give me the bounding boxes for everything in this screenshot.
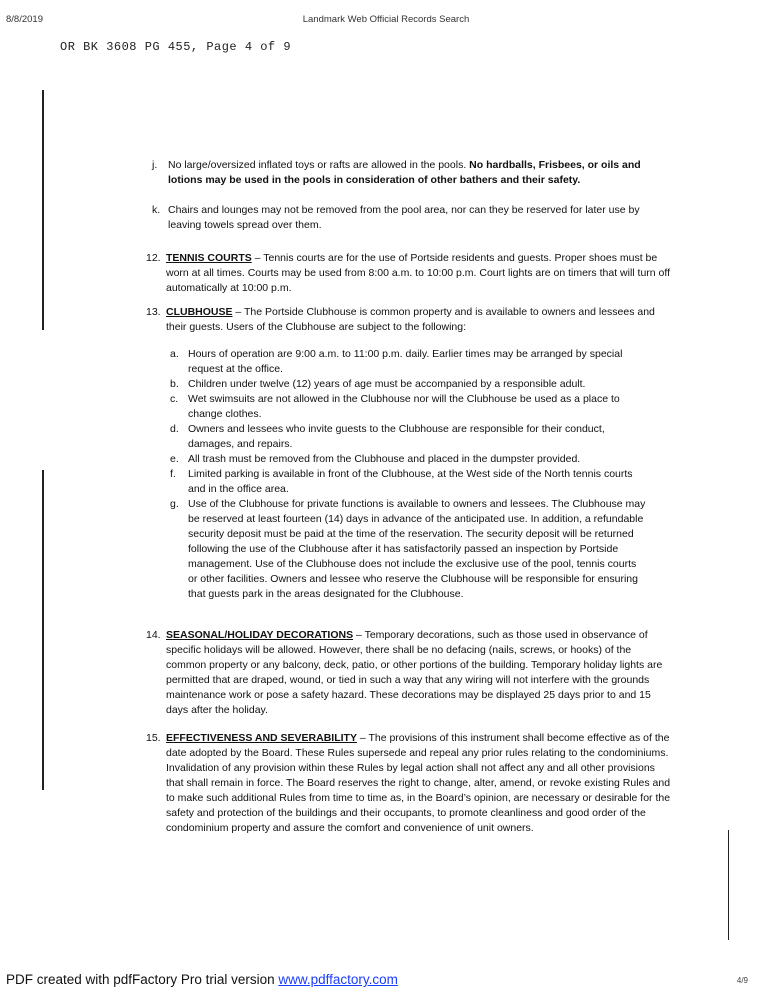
item-label: g. xyxy=(170,498,179,510)
item-text: All trash must be removed from the Clubhouse and placed in the dumpster provided. xyxy=(188,453,581,465)
scan-margin-line-left xyxy=(42,90,44,330)
section-clubhouse xyxy=(146,305,671,335)
section-number: 15. xyxy=(146,732,161,744)
item-text: Children under twelve (12) years of age must be accompanied by a responsible adult. xyxy=(188,378,586,390)
list-item xyxy=(170,452,658,467)
page-number: 4/9 xyxy=(736,976,748,985)
section-effectiveness xyxy=(146,731,671,836)
list-item xyxy=(170,377,658,392)
site-title: Landmark Web Official Records Search xyxy=(302,14,470,25)
list-item xyxy=(170,422,648,452)
section-heading: SEASONAL/HOLIDAY DECORATIONS xyxy=(166,629,354,641)
item-text: Chairs and lounges may not be removed from the pool area, nor can they be reserved for later use by leaving towels spread over them. xyxy=(168,204,640,231)
scan-margin-line-left-lower xyxy=(42,470,44,790)
list-item xyxy=(170,497,648,602)
watermark-text: PDF created with pdfFactory Pro trial version xyxy=(6,972,279,987)
item-text: No large/oversized inflated toys or rafts are allowed in the pools. xyxy=(168,159,470,171)
pdf-watermark xyxy=(6,972,398,987)
section-text: – The Portside Clubhouse is common property and is available to owners and lessees and their guests. Users of the Clubhouse are subject to the following: xyxy=(166,306,655,333)
item-label: b. xyxy=(170,378,179,390)
item-label: k. xyxy=(152,204,161,216)
item-label: e. xyxy=(170,453,179,465)
item-text: Use of the Clubhouse for private functions is available to owners and lessees. The Clubhouse may be reserved at least fourteen (14) days in advance of the anticipated use. In addition, a refundable security deposit must be paid at the time of the reservation. The security deposit will be returned following the use of the Clubhouse after it has satisfactorily passed an inspection by Portside management. Use of the Clubhouse does not include the exclusive use of the pool, tennis courts or other facilities. Owners and lessee who reserve the Clubhouse will be responsible for ensuring that guests park in the areas designated for the Clubhouse. xyxy=(188,498,646,600)
item-label: f. xyxy=(170,468,176,480)
list-item xyxy=(152,203,658,233)
scan-margin-line-right xyxy=(728,830,729,940)
item-text: Owners and lessees who invite guests to the Clubhouse are responsible for their conduct, damages, and repairs. xyxy=(188,423,605,450)
section-text: – The provisions of this instrument shall become effective as of the date adopted by the Board. These Rules supersede and repeal any prior rules relating to the condominiums. Invalidation of any provision within these Rules by legal action shall not affect any and all other provisions that shall remain in force. The Board reserves the right to change, alter, amend, or revoke existing Rules and to make such additional Rules from time to time as, in the Board’s opinion, are necessary or desirable for the safety and protection of the buildings and their occupants, to promote cleanliness and good order of the condominium property and assure the comfort and convenience of unit owners. xyxy=(166,732,671,834)
list-item xyxy=(152,158,658,188)
section-text: – Temporary decorations, such as those used in observance of specific holidays will be allowed. However, there shall be no defacing (nails, screws, or hooks) of the common property or any balcony, deck, patio, or other portions of the building. Temporary holiday lights are permitted that are draped, wound, or tied in such a way that any wiring will not interfere with the grounds maintenance work or pose a safety hazard. These decorations may be displayed 25 days prior to and 15 days after the holiday. xyxy=(166,629,663,716)
list-item xyxy=(170,392,648,422)
list-item xyxy=(170,467,648,497)
item-label: d. xyxy=(170,423,179,435)
item-text-bold: No hardballs, Frisbees, or oils and lotions may be used in the pools in consideration of other bathers and their safety. xyxy=(168,159,641,186)
section-number: 14. xyxy=(146,629,161,641)
print-date: 8/8/2019 xyxy=(6,14,43,25)
item-label: c. xyxy=(170,393,179,405)
item-text: Wet swimsuits are not allowed in the Clubhouse nor will the Clubhouse be used as a place to change clothes. xyxy=(188,393,620,420)
watermark-link[interactable]: www.pdffactory.com xyxy=(278,972,398,987)
record-reference: OR BK 3608 PG 455, Page 4 of 9 xyxy=(60,40,292,54)
section-number: 12. xyxy=(146,252,161,264)
section-heading: EFFECTIVENESS AND SEVERABILITY xyxy=(166,732,357,744)
section-tennis-courts xyxy=(146,251,671,296)
section-decorations xyxy=(146,628,671,718)
section-heading: TENNIS COURTS xyxy=(166,252,252,264)
list-item xyxy=(170,347,648,377)
section-heading: CLUBHOUSE xyxy=(166,306,233,318)
item-label: j. xyxy=(152,159,158,171)
item-text: Hours of operation are 9:00 a.m. to 11:00 p.m. daily. Earlier times may be arranged by special request at the office. xyxy=(188,348,623,375)
section-text: – Tennis courts are for the use of Portside residents and guests. Proper shoes must be worn at all times. Courts may be used from 8:00 a.m. to 10:00 p.m. Court lights are on timers that will turn off automatically at 10:00 p.m. xyxy=(166,252,671,294)
item-label: a. xyxy=(170,348,179,360)
item-text: Limited parking is available in front of the Clubhouse, at the West side of the North tennis courts and in the office area. xyxy=(188,468,633,495)
section-number: 13. xyxy=(146,306,161,318)
